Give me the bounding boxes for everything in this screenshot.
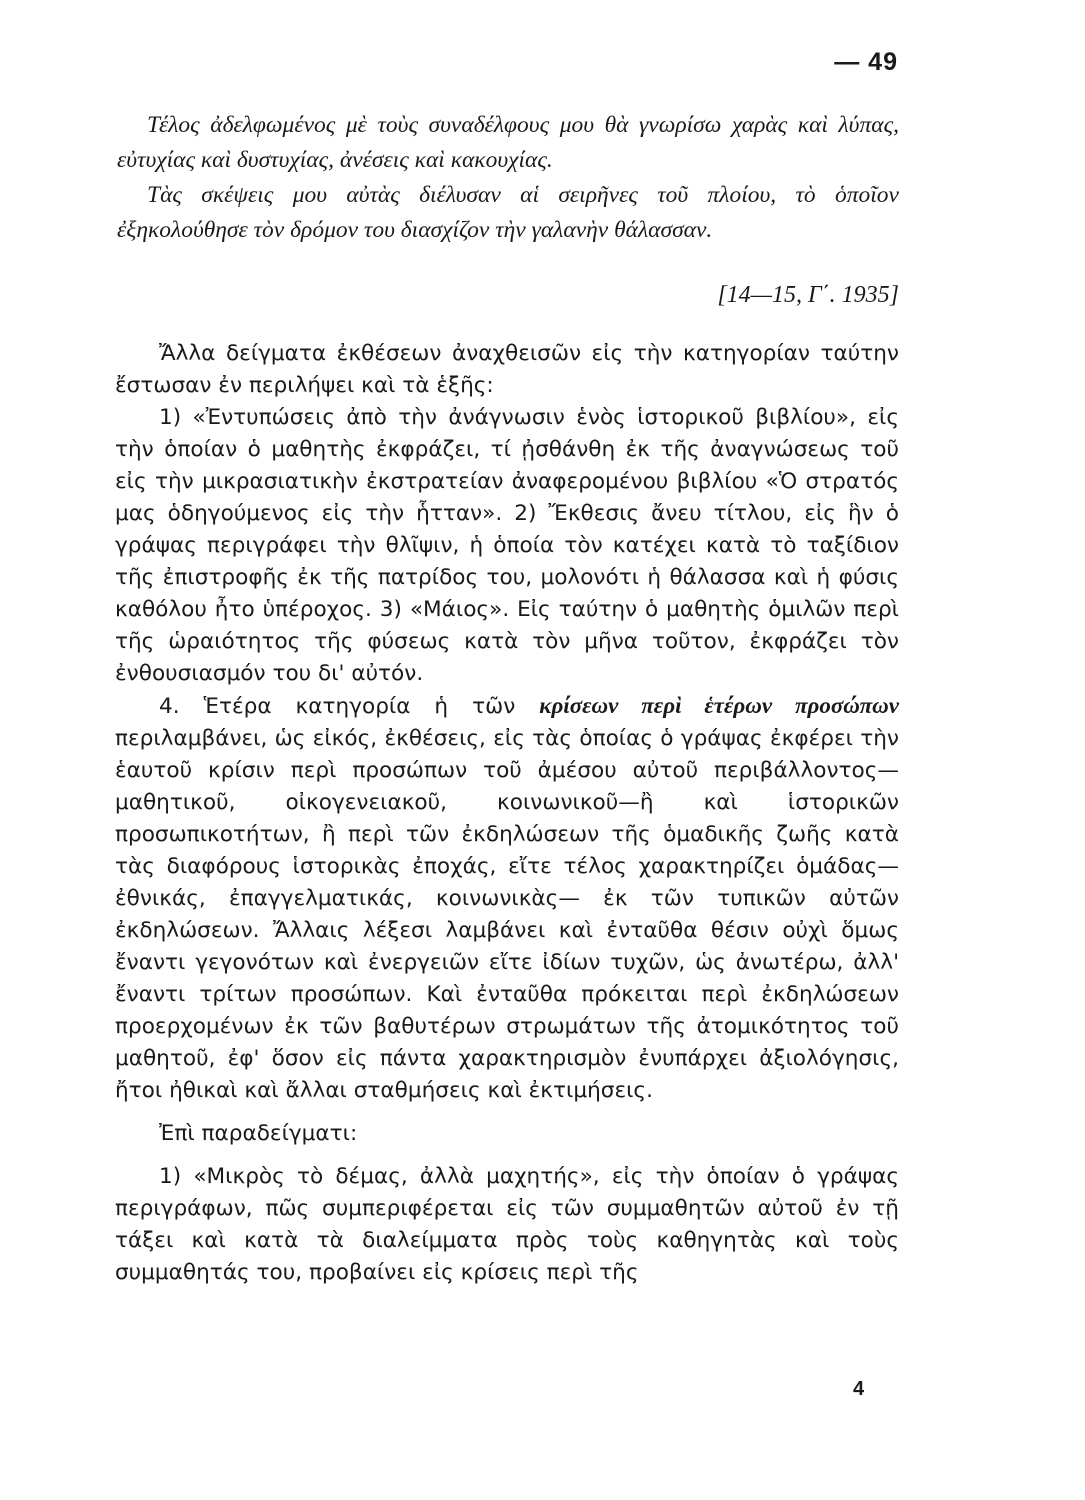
body-text xyxy=(115,338,899,1289)
signature-mark: 4 xyxy=(853,1378,865,1400)
quote-dateline: [14—15, Γ΄. 1935] xyxy=(717,282,899,308)
quote-paragraph-2: Τὰς σκέψεις μου αὐτὰς διέλυσαν αἱ σειρῆνες τοῦ πλοίου, τὸ ὁποῖον ἐξηκολούθησε τὸν δρόμον του διασχίζον τὴν γαλανὴν θάλασσαν. xyxy=(117,182,899,243)
quote-paragraph-1: Τέλος ἀδελφωμένος μὲ τοὺς συναδέλφους μου θὰ γνωρίσω χαρὰς καὶ λύπας, εὐτυχίας καὶ δυστυχίας, ἀνέσεις καὶ κακουχίας. xyxy=(117,112,899,173)
page-number: — 49 xyxy=(834,48,898,76)
category-rest: περιλαμβάνει, ὡς εἰκός, ἐκθέσεις, εἰς τὰς ὁποίας ὁ γράψας ἐκφέρει τὴν ἑαυτοῦ κρίσιν περὶ προσώπων τοῦ ἀμέσου αὐτοῦ περιβάλλοντος—μαθητικοῦ, οἰκογενειακοῦ, κοινωνικοῦ—ἢ καὶ ἱστορικῶν προσωπικοτήτων, ἢ περὶ τῶν ἐκδηλώσεων τῆς ὁμαδικῆς ζωῆς κατὰ τὰς διαφόρους ἱστορικὰς ἐποχάς, εἴτε τέλος χαρακτηρίζει ὁμάδας—ἐθνικάς, ἐπαγγελματικάς, κοινωνικὰς— ἐκ τῶν τυπικῶν αὐτῶν ἐκδηλώσεων. Ἄλλαις λέξεσι λαμβάνει καὶ ἐνταῦθα θέσιν οὐχὶ ὅμως ἔναντι γεγονότων καὶ ἐνεργειῶν εἴτε ἰδίων τυχῶν, ὡς ἀνωτέρω, ἀλλ' ἔναντι τρίτων προσώπων. Καὶ ἐνταῦθα πρόκειται περὶ ἐκδηλώσεων προερχομένων ἐκ τῶν βαθυτέρων στρωμάτων τῆς ἀτομικότητος τοῦ μαθητοῦ, ἐφ' ὅσον εἰς πάντα χαρακτηρισμὸν ἐνυπάρχει ἀξιολόγησις, ἤτοι ἠθικαὶ καὶ ἄλλαι σταθμήσεις καὶ ἐκτιμήσεις. xyxy=(115,726,899,1103)
category-paragraph xyxy=(115,690,899,1107)
category-emphasis: κρίσεων περὶ ἑτέρων προσώπων xyxy=(539,693,899,718)
intro-paragraph: Ἄλλα δείγματα ἐκθέσεων ἀναχθεισῶν εἰς τὴν κατηγορίαν ταύτην ἔστωσαν ἐν περιλήψει καὶ τὰ ἑξῆς: xyxy=(115,341,899,398)
italic-quote-block xyxy=(117,108,899,308)
example-heading: Ἐπὶ παραδείγματι: xyxy=(159,1121,358,1146)
example-1-paragraph: 1) «Μικρὸς τὸ δέμας, ἀλλὰ μαχητής», εἰς τὴν ὁποίαν ὁ γράψας περιγράφων, πῶς συμπεριφέρεται εἰς τῶν συμμαθητῶν αὐτοῦ ἐν τῇ τάξει καὶ κατὰ τὰ διαλείμματα πρὸς τοὺς καθηγητὰς καὶ τοὺς συμμαθητάς του, προβαίνει εἰς κρίσεις περὶ τῆς xyxy=(115,1164,899,1285)
examples-paragraph: 1) «Ἐντυπώσεις ἀπὸ τὴν ἀνάγνωσιν ἑνὸς ἱστορικοῦ βιβλίου», εἰς τὴν ὁποίαν ὁ μαθητὴς ἐκφράζει, τί ᾐσθάνθη ἐκ τῆς ἀναγνώσεως τοῦ εἰς τὴν μικρασιατικὴν ἐκστρατείαν ἀναφερομένου βιβλίου «Ὁ στρατός μας ὁδηγούμενος εἰς τὴν ἧτταν». 2) Ἔκθεσις ἄνευ τίτλου, εἰς ἣν ὁ γράψας περιγράφει τὴν θλῖψιν, ἡ ὁποία τὸν κατέχει κατὰ τὸ ταξίδιον τῆς ἐπιστροφῆς ἐκ τῆς πατρίδος του, μολονότι ἡ θάλασσα καὶ ἡ φύσις καθόλου ἦτο ὑπέροχος. 3) «Μάιος». Εἰς ταύτην ὁ μαθητὴς ὁμιλῶν περὶ τῆς ὡραιότητος τῆς φύσεως κατὰ τὸν μῆνα τοῦτον, ἐκφράζει τὸν ἐνθουσιασμόν του δι' αὐτόν. xyxy=(115,405,899,686)
category-start: 4. Ἑτέρα κατηγορία ἡ τῶν xyxy=(159,694,516,719)
